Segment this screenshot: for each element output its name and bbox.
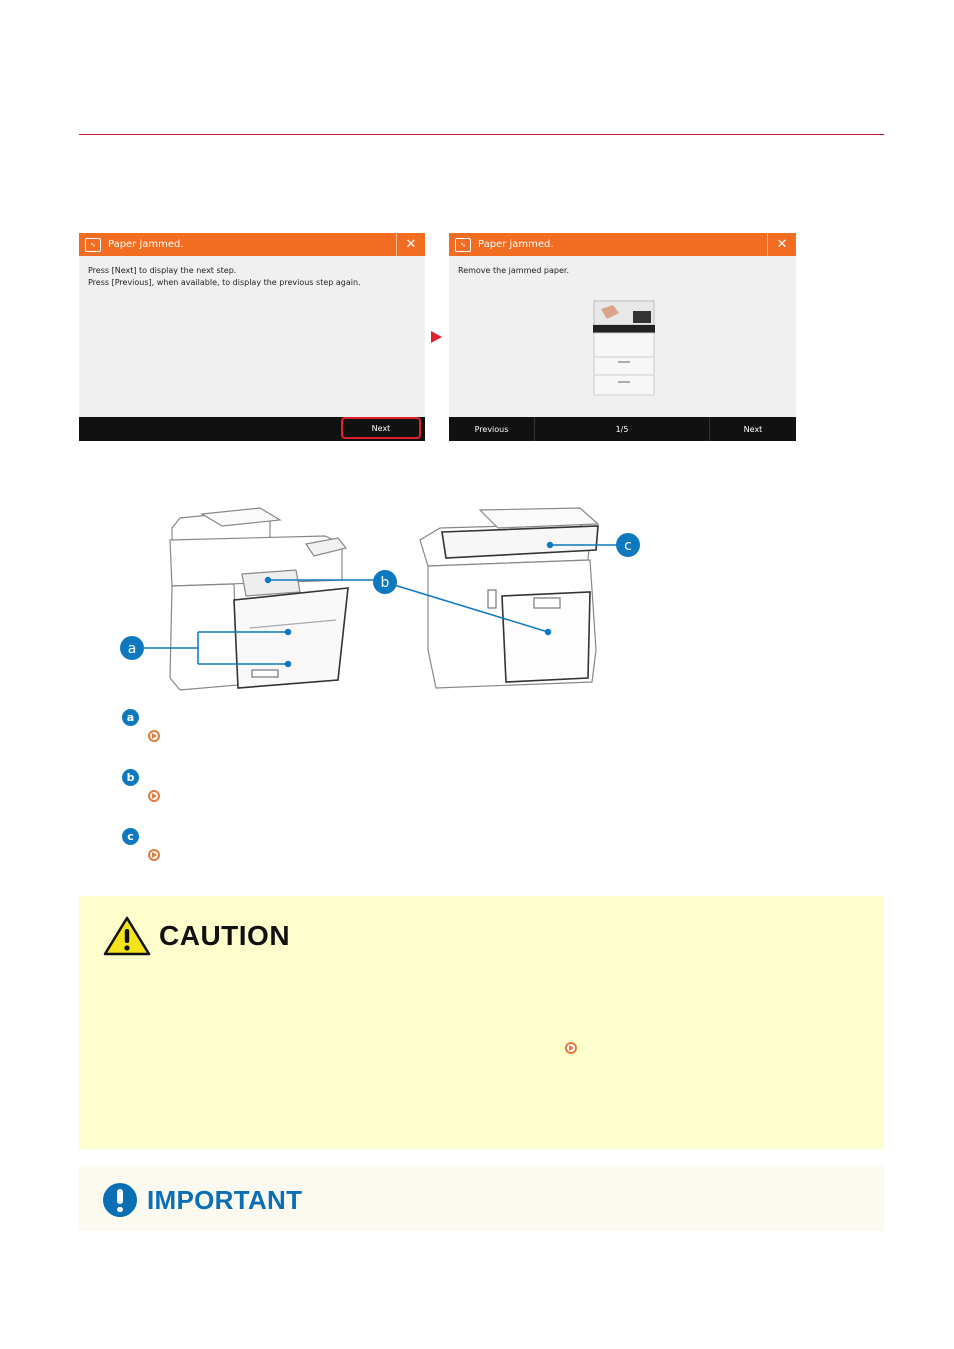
callout-badge-a <box>120 636 144 660</box>
panel-screen-right <box>449 233 796 441</box>
screen-line-1: Press [Next] to display the next step. <box>88 266 237 275</box>
location-item-a <box>122 706 822 726</box>
caution-header <box>103 916 290 956</box>
location-item-b <box>122 766 822 786</box>
next-button[interactable] <box>710 417 796 441</box>
next-button[interactable] <box>341 417 421 439</box>
screen-title-bar <box>449 233 796 256</box>
important-header <box>103 1183 302 1217</box>
previous-button[interactable] <box>449 417 535 441</box>
arrow-right-icon <box>431 331 442 343</box>
screen-footer <box>79 417 425 441</box>
link-arrow-icon[interactable] <box>148 849 160 861</box>
callout-label-b: b <box>380 575 390 591</box>
callout-badge-b <box>373 570 397 594</box>
printer-thumbnail <box>591 299 657 397</box>
warning-triangle-icon <box>103 916 151 956</box>
printer-front-view <box>170 508 348 690</box>
screen-message <box>88 265 361 289</box>
next-button-label: Next <box>743 424 763 434</box>
location-badge: a <box>122 709 139 726</box>
callout-label-a: a <box>127 641 137 657</box>
screen-title: Paper jammed. <box>108 239 184 250</box>
caution-title: CAUTION <box>159 920 291 951</box>
screen-line-2: Press [Previous], when available, to display the previous step again. <box>88 278 361 287</box>
error-icon: ∿ <box>455 238 471 252</box>
location-badge: b <box>122 769 139 786</box>
callout-badge-c <box>616 533 640 557</box>
link-arrow-icon[interactable] <box>148 790 160 802</box>
location-badge: c <box>122 828 139 845</box>
page-indicator-label: 1/5 <box>615 424 629 434</box>
link-arrow-icon[interactable] <box>565 1042 577 1054</box>
screen-line-1: Remove the jammed paper. <box>458 266 570 275</box>
close-icon[interactable]: ✕ <box>767 233 796 256</box>
link-arrow-icon[interactable] <box>148 730 160 742</box>
location-item-c <box>122 825 822 845</box>
previous-button-label: Previous <box>474 424 509 434</box>
screen-message <box>458 265 569 277</box>
panel-screen-left <box>79 233 425 441</box>
screen-title: Paper jammed. <box>478 239 554 250</box>
page-indicator <box>535 417 710 441</box>
printer-jam-locations-illustration <box>110 500 670 695</box>
error-icon: ∿ <box>85 238 101 252</box>
important-title: IMPORTANT <box>147 1184 303 1215</box>
callout-label-c: c <box>624 538 632 554</box>
screen-footer <box>449 417 796 441</box>
important-box <box>79 1166 884 1231</box>
exclamation-icon <box>103 1183 137 1217</box>
printer-rear-view <box>420 508 598 688</box>
screen-title-bar <box>79 233 425 256</box>
close-icon[interactable]: ✕ <box>396 233 425 256</box>
caution-box <box>79 896 884 1149</box>
next-button-label: Next <box>371 423 391 433</box>
section-divider <box>79 134 884 135</box>
